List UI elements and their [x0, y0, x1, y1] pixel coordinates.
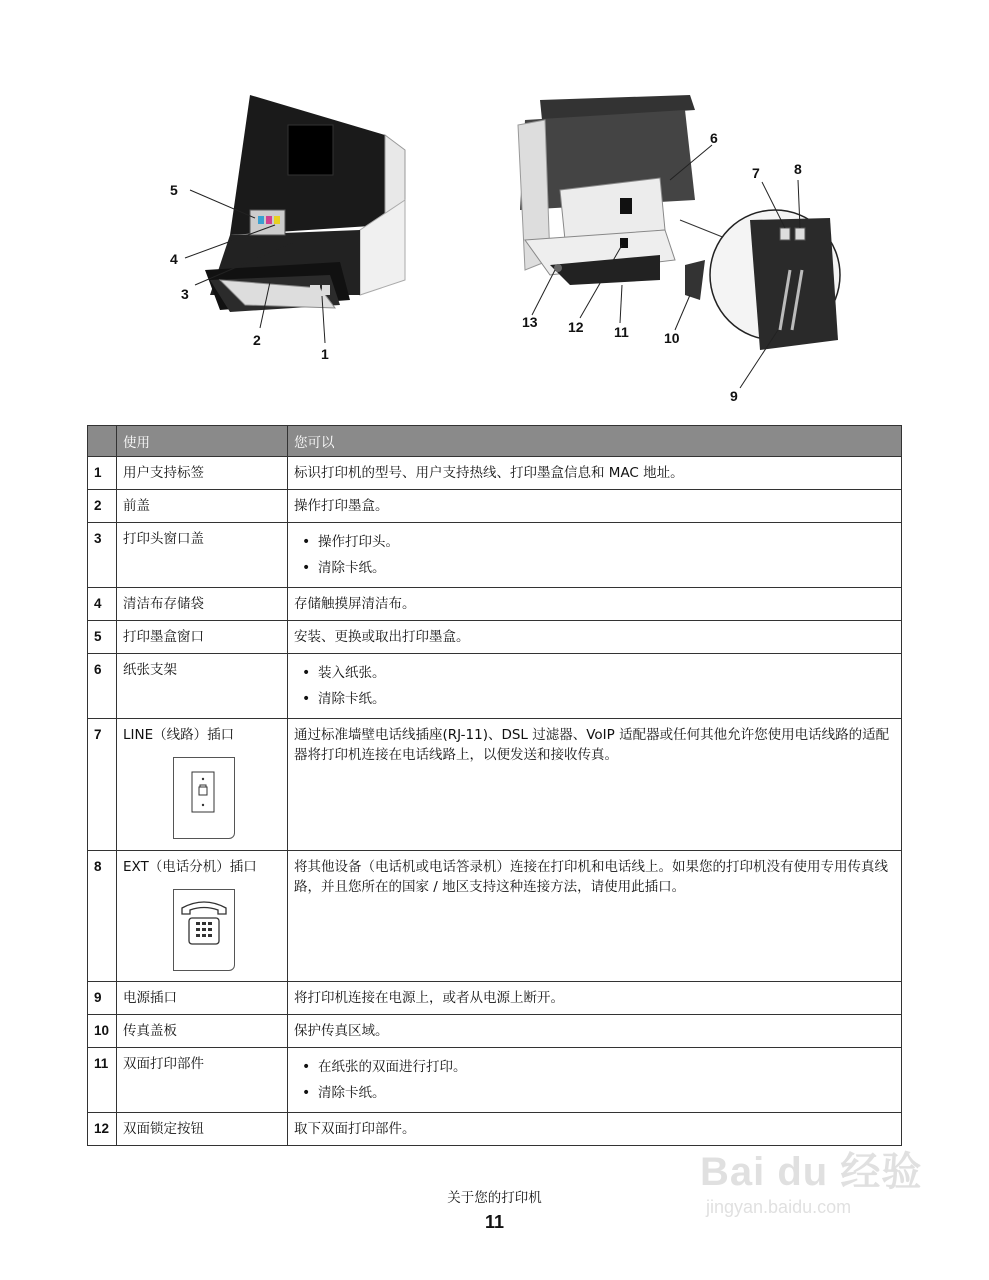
- bullet-item: • 在纸张的双面进行打印。: [294, 1054, 895, 1080]
- footer-chapter-title: 关于您的打印机: [447, 1190, 542, 1206]
- telephone-icon: [173, 889, 235, 971]
- callout-5: 5: [170, 182, 178, 198]
- parts-table: [87, 425, 902, 1146]
- row-number: 7: [88, 719, 117, 851]
- row-number: 8: [88, 851, 117, 982]
- row-part: 清洁布存储袋: [117, 588, 288, 621]
- table-row: [88, 654, 902, 719]
- printer-front-view: [205, 95, 405, 312]
- row-description: [288, 523, 902, 588]
- row-part: 传真盖板: [117, 1015, 288, 1048]
- table-row: [88, 457, 902, 490]
- row-part: 纸张支架: [117, 654, 288, 719]
- table-row: [88, 1048, 902, 1113]
- row-part: LINE（线路）插口: [123, 727, 235, 743]
- row-description: [288, 1048, 902, 1113]
- row-description: 将其他设备（电话机或电话答录机）连接在打印机和电话线上。如果您的打印机没有使用专用传真线路，并且您所在的国家 / 地区支持这种连接方法，请使用此插口。: [288, 851, 902, 982]
- callout-1: 1: [321, 346, 329, 362]
- row-part-cell: [117, 851, 288, 982]
- row-number: 3: [88, 523, 117, 588]
- table-row: [88, 982, 902, 1015]
- row-part: 打印墨盒窗口: [117, 621, 288, 654]
- row-description: 将打印机连接在电源上，或者从电源上断开。: [288, 982, 902, 1015]
- row-part: EXT（电话分机）插口: [123, 859, 257, 875]
- row-part: 前盖: [117, 490, 288, 523]
- callout-9: 9: [730, 388, 738, 404]
- row-description: 存储触摸屏清洁布。: [288, 588, 902, 621]
- header-you-can: 您可以: [288, 426, 902, 457]
- row-part-cell: [117, 719, 288, 851]
- table-row: [88, 621, 902, 654]
- callout-8: 8: [794, 161, 802, 177]
- row-number: 6: [88, 654, 117, 719]
- table-row: [88, 851, 902, 982]
- callout-13: 13: [522, 314, 538, 330]
- row-number: 12: [88, 1113, 117, 1146]
- table-row: [88, 588, 902, 621]
- table-header-row: [88, 426, 902, 457]
- bullet-item: • 清除卡纸。: [294, 555, 895, 581]
- callout-2: 2: [253, 332, 261, 348]
- row-part: 双面打印部件: [117, 1048, 288, 1113]
- table-row: [88, 719, 902, 851]
- row-description: 取下双面打印部件。: [288, 1113, 902, 1146]
- page-number: 11: [484, 1212, 505, 1232]
- row-number: 11: [88, 1048, 117, 1113]
- row-part: 双面锁定按钮: [117, 1113, 288, 1146]
- row-number: 1: [88, 457, 117, 490]
- watermark-url: jingyan.baidu.com: [706, 1197, 852, 1217]
- row-part: 用户支持标签: [117, 457, 288, 490]
- row-part: 打印头窗口盖: [117, 523, 288, 588]
- callout-6: 6: [710, 130, 718, 146]
- row-description: 保护传真区域。: [288, 1015, 902, 1048]
- row-number: 2: [88, 490, 117, 523]
- printer-rear-view: [518, 95, 705, 300]
- header-use: 使用: [117, 426, 288, 457]
- callout-4: 4: [170, 251, 178, 267]
- bullet-item: • 装入纸张。: [294, 660, 895, 686]
- zoom-detail: [680, 210, 840, 350]
- callout-12: 12: [568, 319, 584, 335]
- row-description: 标识打印机的型号、用户支持热线、打印墨盒信息和 MAC 地址。: [288, 457, 902, 490]
- row-number: 4: [88, 588, 117, 621]
- wall-jack-icon: [173, 757, 235, 839]
- row-part: 电源插口: [117, 982, 288, 1015]
- bullet-item: • 操作打印头。: [294, 529, 895, 555]
- row-number: 9: [88, 982, 117, 1015]
- bullet-item: • 清除卡纸。: [294, 1080, 895, 1106]
- printer-figure: [150, 90, 850, 410]
- callout-10: 10: [664, 330, 680, 346]
- watermark: [700, 1140, 922, 1218]
- row-number: 10: [88, 1015, 117, 1048]
- printer-illustration: [150, 90, 850, 410]
- row-description: [288, 654, 902, 719]
- callout-7: 7: [752, 165, 760, 181]
- table-row: [88, 523, 902, 588]
- row-description: 操作打印墨盒。: [288, 490, 902, 523]
- row-description: 通过标准墙壁电话线插座(RJ-11)、DSL 过滤器、VoIP 适配器或任何其他允许您使用电话线路的适配器将打印机连接在电话线路上，以便发送和接收传真。: [288, 719, 902, 851]
- header-number: [88, 426, 117, 457]
- row-description: 安装、更换或取出打印墨盒。: [288, 621, 902, 654]
- table-row: [88, 490, 902, 523]
- table-row: [88, 1015, 902, 1048]
- row-number: 5: [88, 621, 117, 654]
- bullet-item: • 清除卡纸。: [294, 686, 895, 712]
- callout-3: 3: [181, 286, 189, 302]
- callout-11: 11: [614, 324, 629, 340]
- watermark-logo: Bai du 经验: [700, 1150, 923, 1194]
